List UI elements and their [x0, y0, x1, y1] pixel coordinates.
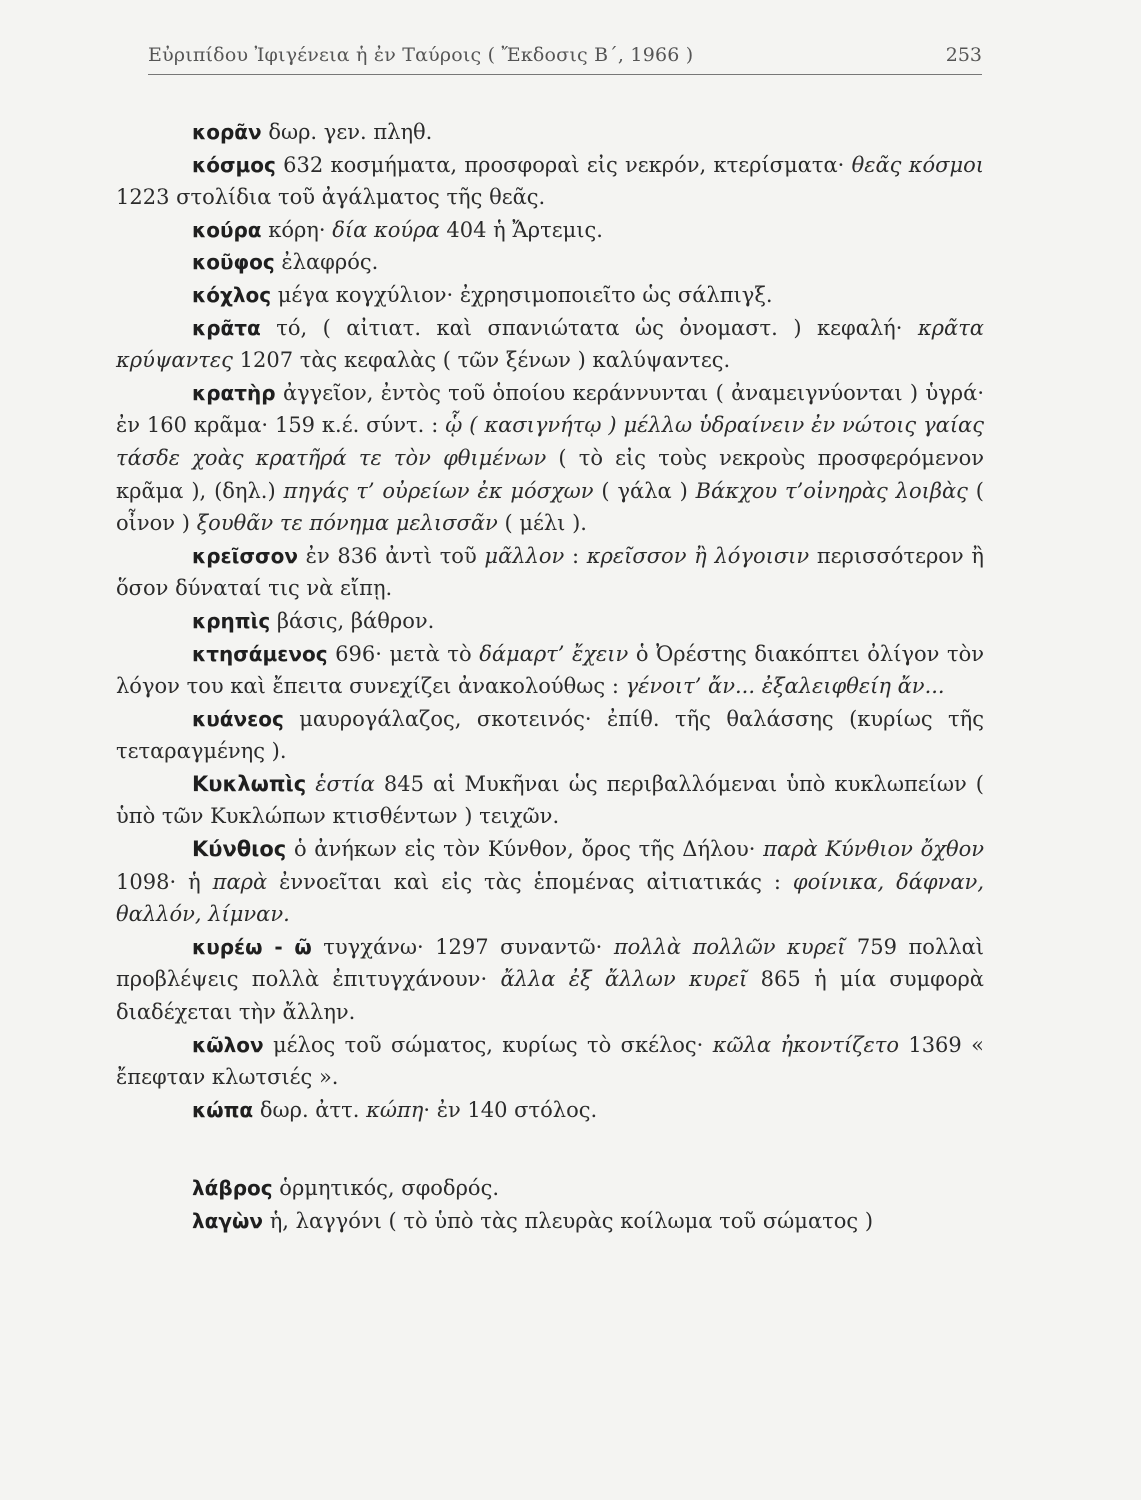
entry-text: 404 ἡ Ἄρτεμις. — [439, 217, 603, 242]
entry-text: 845 αἱ Μυκῆναι ὡς περιβαλλόμεναι ὑπὸ κυκλωπείων ( ὑπὸ τῶν Κυκλώπων κτισθέντων ) τειχῶν. — [116, 771, 984, 829]
glossary-entry-labros — [116, 1172, 984, 1205]
entry-headword: κούρα — [192, 217, 262, 242]
running-title: Εὐριπίδου Ἰφιγένεια ἡ ἐν Ταύροις ( Ἔκδοσις Β΄, 1966 ) — [148, 44, 694, 66]
entry-quotation: ξουθᾶν τε πόνημα μελισσᾶν — [196, 511, 498, 536]
entry-quotation: παρὰ Κύνθιον ὄχθον — [763, 837, 984, 862]
glossary-entry-kopa — [116, 1094, 984, 1127]
glossary-entry-koran — [116, 116, 984, 149]
entry-text: ἐννοεῖται καὶ εἰς τὰς ἑπομένας αἰτιατικάς : — [267, 869, 793, 894]
entry-text: : — [564, 543, 587, 568]
entry-text: 759 πολλαὶ προβλέψεις πολλὰ ἐπιτυγχάνουν· — [116, 934, 984, 992]
entry-quotation: κώπη — [366, 1097, 424, 1122]
entry-headword: κυάνεος — [192, 706, 284, 731]
entry-headword: κόχλος — [192, 282, 272, 307]
glossary-entry-kyklopis — [116, 768, 984, 833]
glossary-entry-kyaneos — [116, 703, 984, 768]
entry-headword: κόσμος — [192, 152, 276, 177]
entry-text: 1207 τὰς κεφαλὰς ( τῶν ξένων ) καλύψαντες. — [232, 348, 731, 373]
entry-text: τό, ( αἰτιατ. καὶ σπανιώτατα ὡς ὀνομαστ. ) κεφαλή· — [260, 315, 918, 340]
running-header — [148, 44, 982, 75]
entry-headword: κορᾶν — [192, 120, 262, 144]
entry-headword: κτησάμενος — [192, 641, 328, 666]
glossary-entry-kolon — [116, 1029, 984, 1094]
glossary-entry-krata — [116, 312, 984, 377]
glossary-entry-krepis — [116, 605, 984, 638]
glossary-body — [116, 116, 984, 1238]
entry-text: ( γάλα ) — [593, 478, 696, 503]
entry-quotation: κρεῖσσον ἢ λόγοισιν — [586, 543, 810, 568]
entry-text: περισσότερον ἢ ὅσον δύναταί τις νὰ εἴπῃ. — [116, 543, 984, 601]
entry-text: μέγα κογχύλιον· ἐχρησιμοποιεῖτο ὡς σάλπιγξ. — [271, 282, 773, 307]
entry-quotation: γένοιτ’ ἄν... ἐξαλειφθείη ἄν... — [625, 674, 945, 699]
entry-quotation: παρὰ — [212, 869, 268, 894]
entry-quotation: ἄλλα ἐξ ἄλλων κυρεῖ — [500, 967, 748, 992]
entry-text: ἐλαφρός. — [274, 250, 379, 275]
entry-quotation: ᾧ ( κασιγνήτῳ ) μέλλω ὑδραίνειν ἐν νώτοις γαίας τάσδε χοὰς κρατῆρά τε τὸν φθιμένων — [116, 413, 984, 470]
glossary-entry-kyreo — [116, 931, 984, 1029]
entry-text: ( μέλι ). — [497, 511, 587, 536]
entry-text: ὁ Ὀρέστης διακόπτει ὀλίγον τὸν λόγον του καὶ ἔπειτα συνεχίζει ἀνακολούθως : — [116, 641, 985, 699]
entry-text: 1223 στολίδια τοῦ ἀγάλματος τῆς θεᾶς. — [116, 185, 546, 210]
entry-quotation: πολλὰ πολλῶν κυρεῖ — [613, 934, 846, 959]
glossary-entry-kouphos — [116, 246, 984, 279]
entry-quotation: κῶλα ἠκοντίζετο — [712, 1032, 899, 1057]
entry-text: τυγχάνω· 1297 συναντῶ· — [311, 934, 614, 959]
entry-text: 865 ἡ μία συμφορὰ διαδέχεται τὴν ἄλλην. — [116, 967, 984, 1025]
entry-headword: λαγὼν — [192, 1209, 264, 1233]
entry-headword: κυρέω - ῶ — [192, 934, 312, 959]
entry-text: 1098· ἡ — [116, 869, 213, 894]
glossary-entry-kochlos — [116, 279, 984, 312]
entry-text: ἡ, λαγγόνι ( τὸ ὑπὸ τὰς πλευρὰς κοίλωμα τοῦ σώματος ) — [263, 1209, 874, 1233]
entry-text: ( οἶνον ) — [116, 478, 984, 536]
entry-text: δωρ. ἀττ. — [253, 1097, 367, 1122]
glossary-entry-kreisson — [116, 540, 984, 605]
entry-text: · ἐν 140 στόλος. — [423, 1097, 598, 1122]
entry-text: κόρη· — [261, 217, 333, 242]
entry-text: βάσις, βάθρον. — [270, 608, 435, 633]
entry-headword: κοῦφος — [192, 250, 275, 275]
entry-quotation: θεᾶς κόσμοι — [851, 152, 984, 177]
entry-text: ἀγγεῖον, ἐντὸς τοῦ ὁποίου κεράννυνται ( ἀναμειγνύονται ) ὑγρά· ἐν 160 κρᾶμα· 159 κ.έ. σύντ. : — [116, 380, 984, 438]
entry-text: 632 κοσμήματα, προσφοραὶ εἰς νεκρόν, κτερίσματα· — [275, 152, 852, 177]
entry-text: μέλος τοῦ σώματος, κυρίως τὸ σκέλος· — [263, 1032, 713, 1057]
entry-text: 696· μετὰ τὸ — [327, 641, 480, 666]
entry-headword: κρᾶτα — [192, 315, 261, 340]
entry-quotation: φοίνικα, δάφναν, θαλλόν, λίμναν. — [116, 869, 985, 927]
entry-headword: κρεῖσσον — [192, 543, 298, 568]
entry-headword: κρηπὶς — [192, 608, 271, 633]
entry-text — [306, 772, 315, 796]
entry-quotation: μᾶλλον — [484, 543, 565, 568]
entry-headword: Κύνθιος — [192, 837, 287, 862]
entry-text: 1369 « ἔπεφταν κλωτσιές ». — [116, 1032, 984, 1090]
entry-text: ἐν 836 ἀντὶ τοῦ — [297, 543, 485, 568]
glossary-entry-kosmos — [116, 149, 984, 214]
entry-quotation: δάμαρτ’ ἔχειν — [479, 641, 629, 666]
entry-headword: Κυκλωπὶς — [192, 771, 307, 796]
entry-quotation: ἑστία — [315, 771, 375, 796]
entry-quotation: δία κούρα — [332, 217, 440, 242]
entry-headword: κώπα — [192, 1097, 254, 1122]
entry-text: ὁρμητικός, σφοδρός. — [272, 1176, 500, 1201]
entry-text: μαυρογάλαζος, σκοτεινός· ἐπίθ. τῆς θαλάσσης (κυρίως τῆς τεταραγμένης ). — [116, 706, 984, 764]
entry-text: ὁ ἀνήκων εἰς τὸν Κύνθον, ὄρος τῆς Δήλου· — [286, 837, 764, 862]
glossary-entry-kynthios — [116, 833, 984, 931]
entry-headword: κῶλον — [192, 1032, 264, 1057]
entry-text: δωρ. γεν. πληθ. — [261, 120, 433, 144]
entry-headword: λάβρος — [192, 1176, 273, 1201]
glossary-entry-krater — [116, 377, 984, 540]
entry-quotation: Βάκχου τ’οἰνηρὰς λοιβὰς — [695, 478, 968, 503]
entry-quotation: πηγάς τ’ οὐρείων ἐκ μόσχων — [283, 478, 594, 503]
entry-headword: κρατὴρ — [192, 380, 276, 405]
page-number: 253 — [945, 44, 982, 66]
glossary-entry-koura — [116, 214, 984, 247]
glossary-entry-lagon — [116, 1205, 984, 1238]
entry-quotation: κρᾶτα κρύψαντες — [116, 315, 984, 373]
glossary-entry-ktesamenos — [116, 638, 984, 703]
entry-text: ( τὸ εἰς τοὺς νεκροὺς προσφερόμενον κρᾶμα ), (δηλ.) — [116, 445, 985, 503]
